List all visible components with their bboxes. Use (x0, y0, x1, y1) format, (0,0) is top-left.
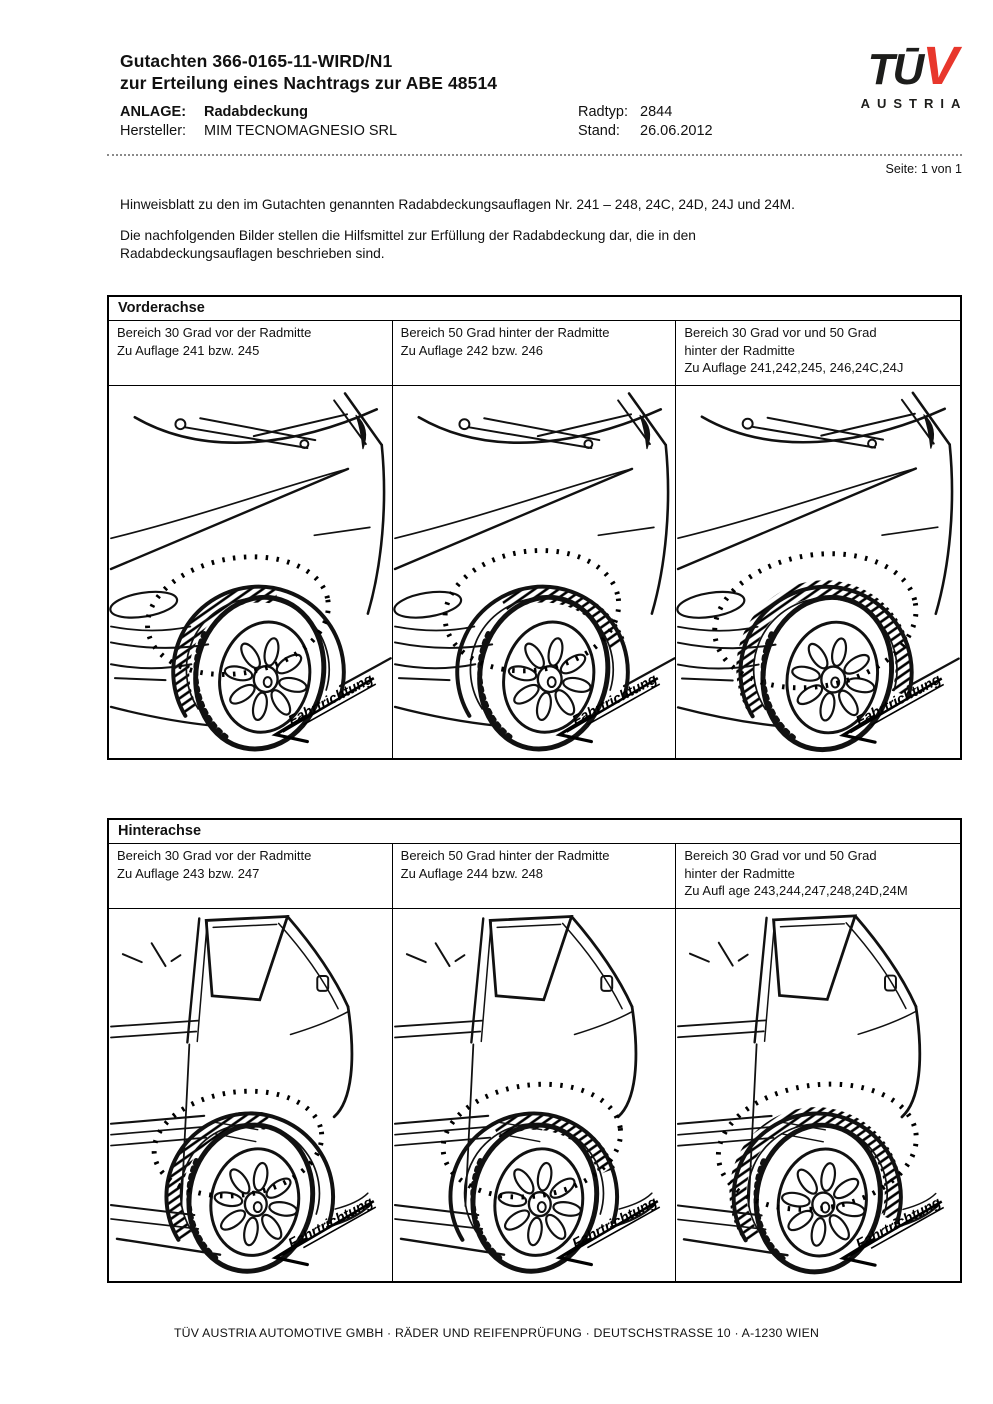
header-separator-line (107, 154, 962, 156)
car-rear-30-50deg-illustration (676, 909, 960, 1281)
footer-company-line: TÜV AUSTRIA AUTOMOTIVE GMBH · RÄDER UND REIFENPRÜFUNG · DEUTSCHSTRASSE 10 · A-1230 WIEN (173, 1326, 820, 1340)
rear-axle-figure-2 (393, 909, 677, 1281)
radtyp-label: Radtyp: (578, 104, 628, 120)
tuv-logo-austria: AUSTRIA (860, 96, 968, 111)
hinterachse-col1-header: Bereich 30 Grad vor der Radmitte Zu Auflage 243 bzw. 247 (109, 844, 393, 908)
hinterachse-header-row (109, 844, 960, 909)
vorderachse-image-row (109, 386, 960, 758)
hinterachse-col3-header: Bereich 30 Grad vor und 50 Grad hinter der Radmitte Zu Aufl age 243,244,247,248,24D,24M (684, 848, 908, 898)
page-title-line2: zur Erteilung eines Nachtrags zur ABE 48514 (120, 73, 498, 93)
intro-paragraph-2: Die nachfolgenden Bilder stellen die Hilfsmittel zur Erfüllung der Radabdeckung dar, die in den Radabdeckungsauflagen beschrieben sind. (120, 228, 696, 261)
tuv-logo-v-checkmark: V (922, 36, 957, 96)
car-rear-50deg-illustration (393, 909, 676, 1281)
page-title-line1: Gutachten 366-0165-11-WIRD/N1 (120, 51, 393, 71)
document-header (120, 0, 968, 141)
page-number: Seite: 1 von 1 (885, 162, 962, 176)
anlage-label: ANLAGE: (120, 104, 187, 120)
vorderachse-table (107, 295, 962, 760)
tuv-austria-logo (842, 36, 982, 111)
hinterachse-table (107, 818, 962, 1283)
document-page (107, 0, 968, 1283)
vorderachse-col2-header: Bereich 50 Grad hinter der Radmitte Zu Auflage 242 bzw. 246 (393, 321, 677, 385)
hersteller-label: Hersteller: (120, 123, 187, 139)
stand-label: Stand: (578, 123, 620, 139)
car-front-50deg-illustration (393, 386, 676, 758)
car-front-30deg-illustration (109, 386, 392, 758)
vorderachse-title: Vorderachse (109, 297, 960, 321)
car-rear-30deg-illustration (109, 909, 392, 1281)
tuv-logo-tu: TŪ (867, 45, 923, 94)
radtyp-value: 2844 (640, 104, 673, 120)
tuv-logo-wordmark (842, 36, 982, 96)
stand-value: 26.06.2012 (640, 123, 713, 139)
front-axle-figure-1 (109, 386, 393, 758)
vorderachse-col1-header: Bereich 30 Grad vor der Radmitte Zu Auflage 241 bzw. 245 (109, 321, 393, 385)
vorderachse-col3-header: Bereich 30 Grad vor und 50 Grad hinter der Radmitte Zu Auflage 241,242,245, 246,24C,24J (684, 325, 904, 375)
front-axle-figure-3 (676, 386, 960, 758)
vorderachse-header-row (109, 321, 960, 386)
document-meta (120, 103, 962, 141)
hersteller-value: MIM TECNOMAGNESIO SRL (204, 123, 398, 139)
rear-axle-figure-1 (109, 909, 393, 1281)
rear-axle-figure-3 (676, 909, 960, 1281)
front-axle-figure-2 (393, 386, 677, 758)
hinterachse-title: Hinterachse (109, 820, 960, 844)
anlage-value: Radabdeckung (204, 104, 308, 120)
hinterachse-image-row (109, 909, 960, 1281)
car-front-30-50deg-illustration (676, 386, 960, 758)
hinterachse-col2-header: Bereich 50 Grad hinter der Radmitte Zu Auflage 244 bzw. 248 (393, 844, 677, 908)
intro-paragraph-1: Hinweisblatt zu den im Gutachten genannten Radabdeckungsauflagen Nr. 241 – 248, 24C, 24D, 24J und 24M. (120, 197, 795, 212)
